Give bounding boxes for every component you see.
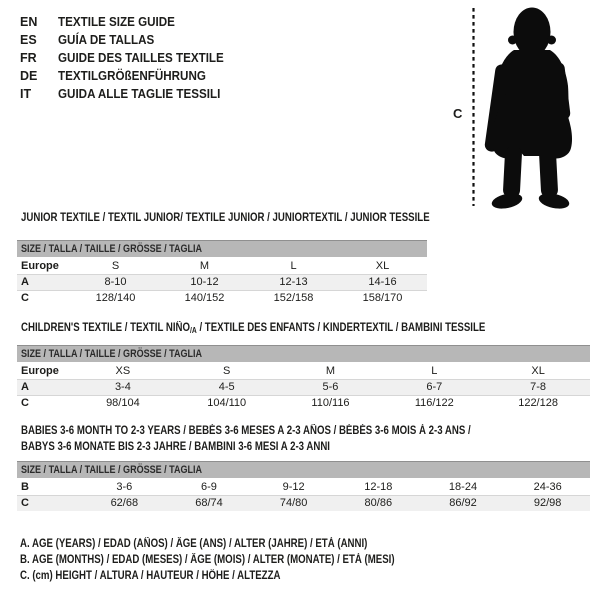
lang-code: ES [20,33,37,47]
size-cell: 8-10 [104,276,127,288]
lang-title: TEXTILGRÖßENFÜHRUNG [58,69,206,83]
size-header-text: SIZE / TALLA / TAILLE / GRÖSSE / TAGLIA [21,348,203,360]
size-cell: 68/74 [195,497,223,509]
size-cell: 158/170 [362,292,403,304]
size-cell: S [223,364,231,377]
legend [20,536,466,584]
lang-code: FR [20,51,37,65]
table-row-age [17,274,427,290]
size-cell: 110/116 [311,397,350,409]
size-cell: XL [375,259,390,272]
language-guide-list [20,13,236,103]
lang-code: EN [20,15,38,29]
size-cell: 7-8 [530,381,547,393]
size-cell: 62/68 [110,497,139,509]
children-size-table [17,345,590,411]
size-cell: 9-12 [282,480,305,493]
table-row-europe [17,258,427,274]
size-cell: L [290,259,297,272]
size-cell: 3-4 [114,381,131,393]
legend-line-b: B. AGE (MONTHS) / EDAD (MESES) / ÂGE (MOIS) / ALTER (MONATE) / ETÀ (MESI) [20,554,395,566]
lang-title: TEXTILE SIZE GUIDE [58,15,175,29]
row-label: Europe [21,364,59,377]
row-label: C [21,292,29,304]
table-row-age [17,379,590,395]
size-cell: 3-6 [116,480,133,493]
size-cell: 4-5 [218,381,235,393]
size-cell: 116/122 [414,397,454,409]
size-header-text: SIZE / TALLA / TAILLE / GRÖSSE / TAGLIA [21,464,203,476]
legend-line-a: A. AGE (YEARS) / EDAD (AÑOS) / ÂGE (ANS) / ALTER (JAHRE) / ETÀ (ANNI) [20,538,368,550]
size-header-bar [17,461,590,478]
size-header-bar [17,345,590,362]
table-row-age-months [17,479,590,495]
size-header-text: SIZE / TALLA / TAILLE / GRÖSSE / TAGLIA [21,243,203,255]
junior-size-table [17,240,427,306]
size-cell: 10-12 [190,276,219,288]
table-row-height [17,290,427,306]
children-title-prefix: CHILDREN'S TEXTILE / TEXTIL NIÑO [21,322,191,334]
baby-silhouette-figure [448,0,600,215]
table-row-height [17,495,590,511]
size-cell: S [111,259,120,272]
row-label: Europe [21,259,59,272]
size-cell: 24-36 [533,480,562,493]
children-table-title [21,322,485,337]
size-cell: XL [531,364,545,377]
size-cell: 80/86 [364,497,393,509]
lang-code: IT [20,87,32,101]
row-label: B [21,480,29,493]
size-header-bar [17,240,427,257]
figure-height-label: C [453,106,463,121]
size-cell: 92/98 [533,497,562,509]
size-cell: 18-24 [448,480,478,493]
size-cell: 12-13 [279,276,308,288]
size-cell: 86/92 [449,497,477,509]
size-cell: 14-16 [368,276,397,288]
table-row-europe [17,363,590,379]
legend-line-c: C. (cm) HEIGHT / ALTURA / HAUTEUR / HÖHE / ALTEZZA [20,570,281,582]
lang-title: GUÍA DE TALLAS [58,33,155,47]
table-row-height [17,395,590,411]
size-cell: 152/158 [273,292,314,304]
junior-table-title: JUNIOR TEXTILE / TEXTIL JUNIOR/ TEXTILE JUNIOR / JUNIORTEXTIL / JUNIOR TESSILE [21,212,430,224]
size-cell: 5-6 [322,381,339,393]
size-cell: L [431,364,438,377]
lang-item-fr [20,49,236,67]
row-label: C [21,497,29,509]
row-label: A [21,381,29,393]
babies-table-title-line2: BABYS 3-6 MONATE BIS 2-3 JAHRE / BAMBINI 3-6 MESI A 2-3 ANNI [21,441,330,453]
babies-size-table [17,461,590,511]
size-cell: 140/152 [184,292,225,304]
lang-item-de [20,67,236,85]
children-title-subscript: /A [190,326,197,335]
size-cell: 6-9 [201,480,217,493]
size-cell: 6-7 [426,381,443,393]
size-cell: M [325,364,336,377]
lang-title: GUIDA ALLE TAGLIE TESSILI [58,87,221,101]
size-cell: M [199,259,210,272]
row-label: C [21,397,29,409]
size-cell: 98/104 [106,397,140,409]
lang-item-en [20,13,236,31]
baby-silhouette-icon [484,8,572,212]
size-cell: 104/110 [207,397,247,409]
size-cell: 128/140 [95,292,136,304]
size-cell: XS [115,364,131,377]
children-title-suffix: / TEXTILE DES ENFANTS / KINDERTEXTIL / BAMBINI TESSILE [196,322,486,334]
lang-item-es [20,31,236,49]
lang-code: DE [20,69,38,83]
size-cell: 122/128 [518,397,558,409]
babies-table-title-line1: BABIES 3-6 MONTH TO 2-3 YEARS / BEBÉS 3-6 MESES A 2-3 AÑOS / BÉBÉS 3-6 MOIS À 2-3 ANS / [21,425,471,437]
row-label: A [21,276,29,288]
size-cell: 74/80 [279,497,308,509]
size-cell: 12-18 [364,480,393,493]
lang-title: GUIDE DES TAILLES TEXTILE [58,51,224,65]
lang-item-it [20,85,236,103]
